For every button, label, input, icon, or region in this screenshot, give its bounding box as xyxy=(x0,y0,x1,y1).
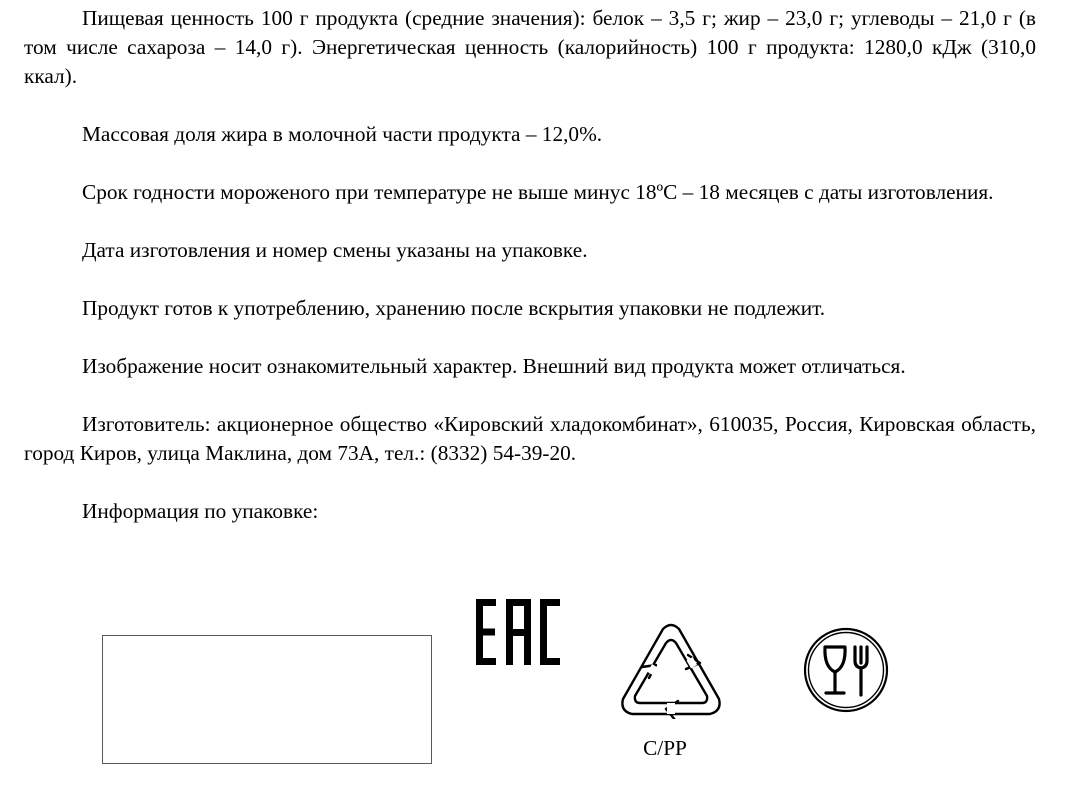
document-body xyxy=(24,4,1036,526)
image-disclaimer-paragraph: Изображение носит ознакомительный характер. Внешний вид продукта может отличаться. xyxy=(82,354,906,378)
shelf-life-paragraph: Срок годности мороженого при температуре не выше минус 18ºС – 18 месяцев с даты изготовления. xyxy=(82,180,994,204)
recycling-triangle-icon xyxy=(618,623,724,719)
packaging-label-box xyxy=(102,635,432,764)
manufacturer-paragraph: Изготовитель: акционерное общество «Кировский хладокомбинат», 610035, Россия, Кировская область, город Киров, улица Маклина, дом 73А, тел.: (8332) 54-39-20. xyxy=(24,412,1036,465)
production-date-paragraph: Дата изготовления и номер смены указаны на упаковке. xyxy=(82,238,588,262)
packaging-info-label: Информация по упаковке: xyxy=(82,499,319,523)
recycling-code-label: C/PP xyxy=(643,736,687,760)
fat-content-paragraph: Массовая доля жира в молочной части продукта – 12,0%. xyxy=(82,122,603,146)
glass-fork-icon xyxy=(803,627,889,713)
nutrition-paragraph: Пищевая ценность 100 г продукта (средние значения): белок – 3,5 г; жир – 23,0 г; углеводы – 21,0 г (в том числе сахароза – 14,0 г). Энергетическая ценность (калорийность) 100 г продукта: 1280,0 кДж (310,0 ккал). xyxy=(24,6,1036,88)
eac-icon xyxy=(476,599,560,665)
ready-to-eat-paragraph: Продукт готов к употреблению, хранению после вскрытия упаковки не подлежит. xyxy=(82,296,826,320)
